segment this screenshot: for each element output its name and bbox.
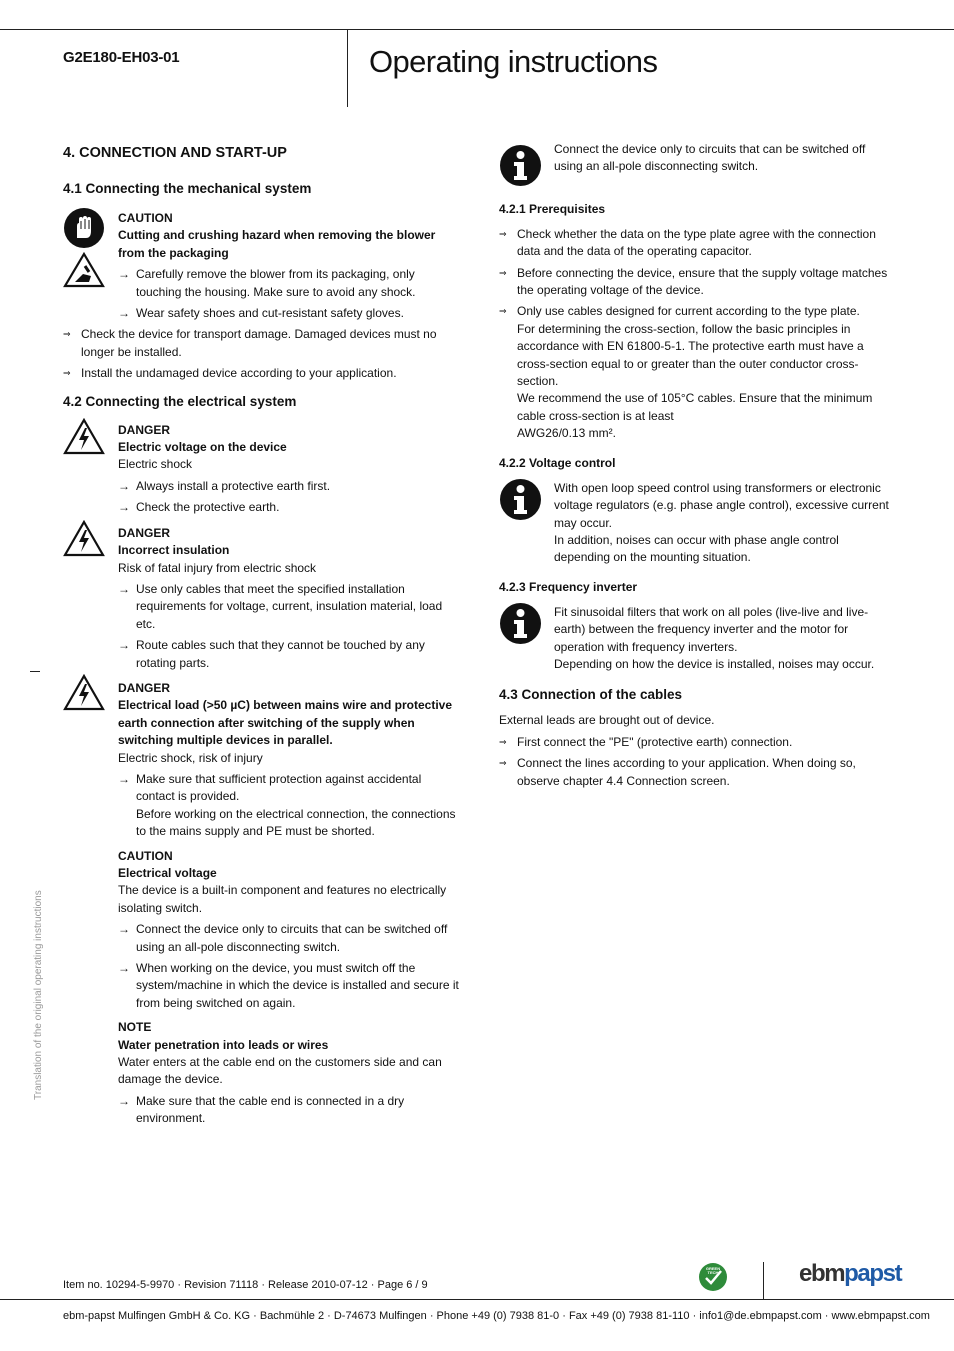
s423-title: 4.2.3 Frequency inverter [499, 579, 638, 594]
page-title: Operating instructions [369, 44, 658, 79]
info-voltage-block [499, 480, 891, 567]
danger-label: DANGER [118, 422, 171, 437]
footer-logo-divider [763, 1262, 764, 1299]
green-tech-badge [698, 1262, 728, 1292]
s42-title: 4.2 Connecting the electrical system [63, 393, 297, 409]
step-safety-shoes: → Wear safety shoes and cut-resistant safety gloves. [118, 305, 463, 322]
danger-heading: Electric voltage on the device [118, 440, 287, 455]
high-voltage-icon [63, 520, 105, 557]
s422-title: 4.2.2 Voltage control [499, 455, 616, 470]
header-top-rule [0, 29, 954, 30]
danger-subtext: Electric shock [118, 457, 193, 472]
step-accidental-contact [118, 771, 463, 841]
bullet-type-plate: ⇒ Check whether the data on the type plate agree with the connection data and the data of the operating capacitor. [499, 226, 891, 261]
step-check-earth: → Check the protective earth. [118, 499, 463, 516]
step-protective-earth: → Always install a protective earth first. [118, 478, 463, 495]
caution-heading: Cutting and crushing hazard when removing the blower from the packaging [118, 228, 436, 260]
caution-mechanical-block [63, 210, 463, 322]
step-all-pole-switch: → Connect the device only to circuits that can be switched off using an all-pole disconnecting switch. [118, 921, 463, 956]
high-voltage-icon [63, 674, 105, 711]
bullet-supply-voltage: ⇒ Before connecting the device, ensure that the supply voltage matches the operating voltage of the device. [499, 265, 891, 300]
high-voltage-icon [63, 418, 105, 455]
bullet-connect-lines: ⇒ Connect the lines according to your application. When doing so, observe chapter 4.4 Connection screen. [499, 755, 891, 790]
caution-label: CAUTION [118, 211, 173, 225]
right-column [499, 141, 891, 790]
bullet-text: For determining the cross-section, follow the basic principles in accordance with EN 61800-5-1. The protective earth must have a cross-section equal to or greater than the outer conductor cross-section. [517, 321, 864, 389]
bullet-transport-damage: ⇒ Check the device for transport damage. Damaged devices must no longer be installed. [63, 326, 463, 361]
s43-title: 4.3 Connection of the cables [499, 687, 683, 703]
step-switch-off-system: → When working on the device, you must switch off the system/machine in which the device is installed and secure it from being switched on again. [118, 960, 463, 1012]
info-text: With open loop speed control using transformers or electronic voltage regulators (e.g. phase angle control), excessive current may occur. [554, 480, 889, 530]
info-icon [499, 602, 542, 645]
info-text: Connect the device only to circuits that can be switched off using an all-pole disconnecting switch. [554, 142, 866, 174]
danger-label: DANGER [118, 680, 171, 695]
info-text: Fit sinusoidal filters that work on all poles (live-live and live-earth) between the frequency inverter and the motor for operation with frequency inverters. [554, 604, 869, 654]
info-text: In addition, noises can occur with phase angle control depending on the mounting situation. [554, 532, 839, 565]
danger-voltage-block [63, 422, 463, 517]
footer-item-info: Item no. 10294-5-9970 · Revision 71118 · Release 2010-07-12 · Page 6 / 9 [63, 1279, 428, 1291]
gloves-icon [63, 207, 105, 249]
step-text: → Make sure that sufficient protection against accidental contact is provided. [136, 771, 422, 804]
bullet-text: AWG26/0.13 mm². [517, 426, 616, 441]
s43-intro: External leads are brought out of device. [499, 713, 715, 728]
logo-papst: papst [844, 1260, 902, 1287]
badge-text: GREEN TECH [705, 1266, 721, 1275]
danger-subtext: Electric shock, risk of injury [118, 750, 263, 765]
danger-electrical-load-block [63, 680, 463, 1128]
crushing-hazard-icon [63, 252, 105, 288]
margin-mark [30, 671, 40, 672]
bullet-text: We recommend the use of 105°C cables. Ensure that the minimum cable cross-section is at least [517, 391, 873, 423]
danger-insulation-block [63, 525, 463, 672]
footer-rule [0, 1299, 954, 1300]
danger-heading: Incorrect insulation [118, 543, 230, 558]
info-inverter-block [499, 604, 891, 674]
step-text: Before working on the electrical connection, the connections to the mains supply and PE must be shorted. [136, 806, 456, 839]
info-top-block [499, 141, 891, 176]
danger-label: DANGER [118, 525, 171, 540]
note-subtext: Water enters at the cable end on the customers side and can damage the device. [118, 1055, 442, 1087]
section-title: 4. CONNECTION AND START-UP [63, 145, 287, 161]
note-heading: Water penetration into leads or wires [118, 1037, 329, 1052]
step-remove-blower: → Carefully remove the blower from its packaging, only touching the housing. Make sure to avoid any shock. [118, 266, 463, 301]
sidebar-translation-note: Translation of the original operating instructions [33, 890, 44, 1100]
info-icon [499, 144, 542, 187]
danger-heading: Electrical load (>50 µC) between mains wire and protective earth connection after switching of the supply when switching multiple devices in parallel. [118, 698, 453, 748]
step-use-cables: → Use only cables that meet the specified installation requirements for voltage, current, insulation material, load etc. [118, 581, 463, 633]
info-text: Depending on how the device is installed, noises may occur. [554, 656, 875, 671]
caution-label: CAUTION [118, 848, 173, 863]
bullet-install-device: ⇒ Install the undamaged device according to your application. [63, 365, 463, 382]
step-dry-environment: → Make sure that the cable end is connected in a dry environment. [118, 1093, 463, 1128]
ebmpapst-logo [799, 1259, 901, 1289]
caution-subtext: The device is a built-in component and features no electrically isolating switch. [118, 883, 447, 915]
model-number: G2E180-EH03-01 [63, 49, 180, 66]
info-icon [499, 478, 542, 521]
bullet-cables [499, 303, 891, 442]
danger-subtext: Risk of fatal injury from electric shock [118, 560, 317, 575]
header-divider [347, 29, 348, 107]
s421-title: 4.2.1 Prerequisites [499, 201, 606, 216]
bullet-text: ⇒ Only use cables designed for current according to the type plate. [517, 304, 860, 319]
logo-ebm: ebm [799, 1260, 845, 1287]
left-column [63, 141, 463, 1128]
s41-title: 4.1 Connecting the mechanical system [63, 181, 312, 196]
caution-heading: Electrical voltage [118, 866, 217, 880]
note-label: NOTE [118, 1020, 152, 1035]
footer-address: ebm-papst Mulfingen GmbH & Co. KG · Bachmühle 2 · D-74673 Mulfingen · Phone +49 (0) 7938 81-0 · Fax +49 (0) 7938 81-110 · info1@de.ebmpapst.com · www.ebmpapst.com [63, 1310, 930, 1322]
step-route-cables: → Route cables such that they cannot be touched by any rotating parts. [118, 637, 463, 672]
bullet-pe-connection: ⇒ First connect the "PE" (protective earth) connection. [499, 734, 891, 751]
